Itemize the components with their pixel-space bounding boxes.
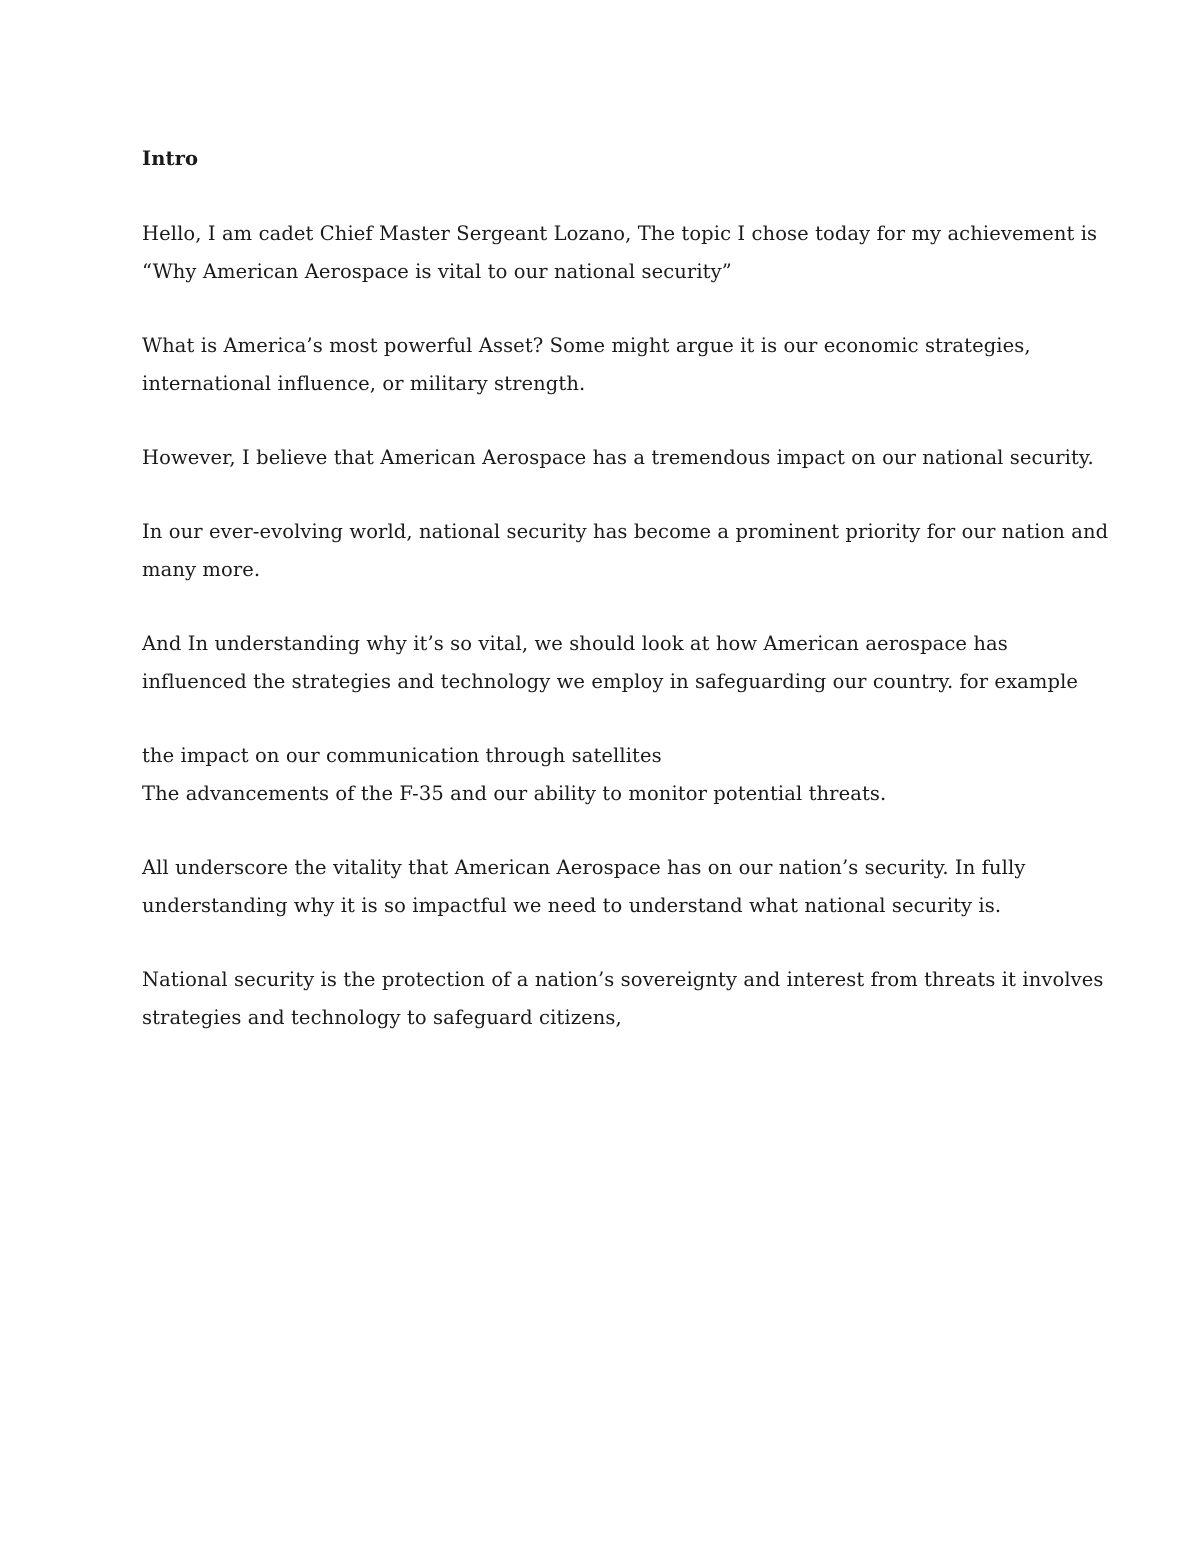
paragraph-line: Hello, I am cadet Chief Master Sergeant Lozano, The topic I chose today for my achievement is xyxy=(142,222,1098,245)
paragraph-introduction xyxy=(142,215,1098,291)
paragraph-line: “Why American Aerospace is vital to our national security” xyxy=(142,260,732,283)
paragraph-priority xyxy=(142,513,1109,589)
paragraph-vitality xyxy=(142,849,1082,925)
paragraph-examples xyxy=(142,737,1082,813)
paragraph-line: understanding why it is so impactful we need to understand what national security is. xyxy=(142,894,1002,917)
paragraph-line: However, I believe that American Aerospace has a tremendous impact on our national security. xyxy=(142,446,1094,469)
paragraph-line: many more. xyxy=(142,558,261,581)
paragraph-belief xyxy=(142,439,1094,477)
paragraph-line: the impact on our communication through satellites xyxy=(142,744,662,767)
paragraph-line: What is America’s most powerful Asset? Some might argue it is our economic strategies, xyxy=(142,334,1031,357)
paragraph-line: influenced the strategies and technology we employ in safeguarding our country. for example xyxy=(142,670,1079,693)
document-body xyxy=(142,140,1109,1073)
paragraph-question xyxy=(142,327,1082,403)
paragraph-line: And In understanding why it’s so vital, we should look at how American aerospace has xyxy=(142,632,1008,655)
paragraph-understanding xyxy=(142,625,1082,701)
paragraph-line: All underscore the vitality that American Aerospace has on our nation’s security. In fully xyxy=(142,856,1026,879)
paragraph-line: In our ever-evolving world, national security has become a prominent priority for our nation and xyxy=(142,520,1109,543)
paragraph-line: The advancements of the F-35 and our ability to monitor potential threats. xyxy=(142,782,887,805)
section-heading: Intro xyxy=(142,147,199,170)
paragraph-definition xyxy=(142,961,1104,1037)
paragraph-line: international influence, or military strength. xyxy=(142,372,586,395)
paragraph-line: strategies and technology to safeguard citizens, xyxy=(142,1006,622,1029)
paragraph-line: National security is the protection of a nation’s sovereignty and interest from threats it involves xyxy=(142,968,1104,991)
